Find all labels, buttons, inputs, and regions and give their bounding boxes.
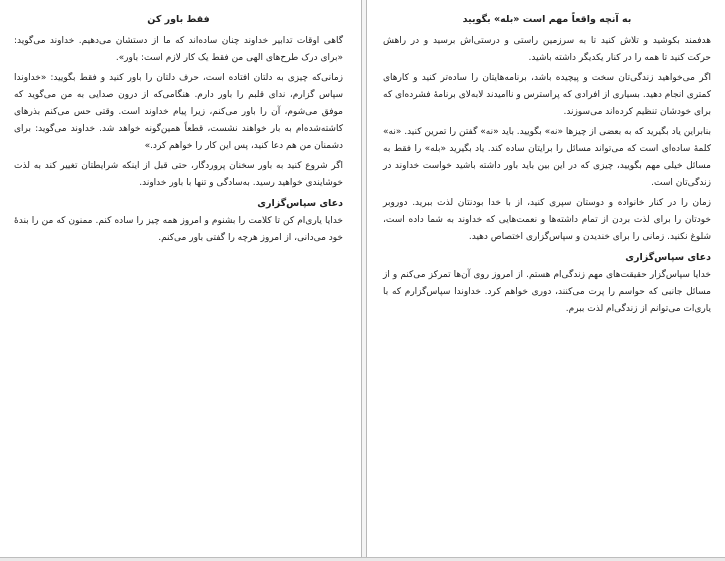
paragraph: بنابراین یاد بگیرید که به بعضی از چیزها «نه» بگویید. باید «نه» گفتن را تمرین کنید. «نه» کلمهٔ ساده‌ای است که می‌تواند مسائل را برایتان ساده کند. یاد بگیرید «بله» را فقط به مسائل خیلی مهم بگویید، چیزی که در این بین باید باور داشته باشید خواست خداوند در زندگی‌تان است.: [383, 127, 711, 188]
left-page: [0, 0, 362, 557]
page-bottom-edge: [0, 557, 725, 561]
paragraph: گاهی اوقات تدابیر خداوند چنان ساده‌اند که ما از دستشان می‌دهیم. خداوند می‌گوید: «برای درک طرح‌های الهی من فقط یک کار لازم است: باور».: [14, 36, 343, 63]
right-page: [366, 0, 725, 557]
paragraph: زمانی‌که چیزی به دلتان افتاده است، حرف دلتان را باور کنید و فقط بگویید: «خداوندا سپاس گزارم، ندای قلبم را باور دارم. هنگامی‌که از درون صدایی به من می‌گوید که موفق می‌شوم، آن را باور می‌کنم، زیرا پیام خداوند است. وقتی حس می‌کنم بذرهای کاشته‌شده‌ام به بار خواهند نشست، قطعاً همین‌گونه خواهد شد. خداوند می‌گوید: برای دشمنان من هم دعا کنید، پس این کار را خواهم کرد.»: [14, 73, 343, 151]
paragraph: هدفمند بکوشید و تلاش کنید تا به سرزمین راستی و درستی‌اش برسید و در راهش حرکت کنید تا همه را در کنار یکدیگر داشته باشید.: [383, 36, 711, 63]
paragraph: اگر می‌خواهید زندگی‌تان سخت و پیچیده باشد، برنامه‌هایتان را ساده‌تر کنید و کارهای کمتری انجام دهید. بسیاری از افرادی که پراسترس و ناامیدند لابه‌لای برنامهٔ فشرده‌ای که برای خودشان تنظیم کرده‌اند می‌سوزند.: [383, 73, 711, 117]
prayer-text: خدایا یاری‌ام کن تا کلامت را بشنوم و امروز همه چیز را ساده کنم. ممنون که من را بندهٔ خود می‌دانی، از امروز هرچه را گفتی باور می‌کنم.: [14, 216, 343, 243]
page-title: به آنچه واقعاً مهم است «بله» بگویید: [462, 14, 632, 25]
paragraph: اگر شروع کنید به باور سخنان پروردگار، حتی قبل از اینکه شرایطتان تغییر کند به لذت خوشایندی خواهید رسید. به‌سادگی و تنها با باور خداوند.: [14, 161, 343, 188]
page-title: فقط باور کن: [147, 14, 210, 25]
prayer-heading: دعای سپاس‌گزاری: [257, 198, 343, 209]
prayer-heading: دعای سپاس‌گزاری: [625, 252, 711, 263]
paragraph: زمان را در کنار خانواده و دوستان سپری کنید، از با خدا بودنتان لذت ببرید. دوروبر خودتان را برای لذت بردن از تمام داشته‌ها و نعمت‌هایی که خداوند به شما داده است، شلوغ نکنید. زمانی را برای خندیدن و سپاس‌گزاری اختصاص دهید.: [383, 198, 711, 242]
prayer-text: خدایا سپاس‌گزار حقیقت‌های مهم زندگی‌ام هستم. از امروز روی آن‌ها تمرکز می‌کنم و از مسائل جانبی که حواسم را پرت می‌کنند، دوری خواهم کرد. خداوندا سپاس‌گزارم که با یاری‌ات می‌توانم از زندگی‌ام لذت ببرم.: [383, 270, 711, 314]
